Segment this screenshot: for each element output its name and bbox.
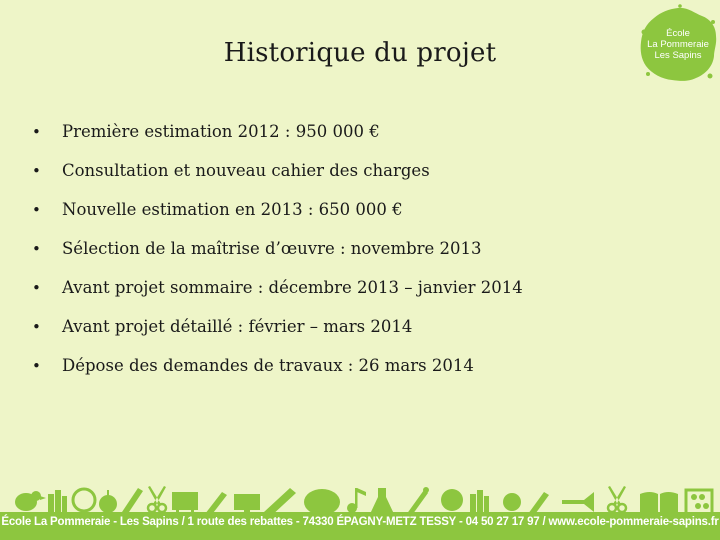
flask-icon	[370, 488, 394, 514]
list-item	[32, 317, 632, 356]
ball-icon	[503, 493, 521, 511]
globe-icon	[73, 489, 95, 515]
trumpet-icon	[562, 492, 594, 512]
list-item	[32, 278, 632, 317]
list-item-text: Avant projet sommaire : décembre 2013 – janvier 2014	[62, 278, 523, 297]
computer-icon	[234, 494, 260, 515]
bird-icon	[15, 491, 46, 511]
list-item	[32, 161, 632, 200]
book-icon	[640, 492, 678, 514]
slide-title: Historique du projet	[223, 38, 497, 68]
books-icon	[470, 490, 489, 514]
list-item-text: Avant projet détaillé : février – mars 2014	[62, 317, 413, 336]
list-item	[32, 239, 632, 278]
scissors-icon	[148, 486, 166, 512]
footer-address: École La Pommeraie - Les Sapins / 1 route des rebattes - 74330 ÉPAGNY-METZ TESSY - 04 50 27 17 97 / www.ecole-pommeraie-sapins.fr	[1, 516, 719, 528]
palette-icon	[304, 489, 340, 515]
list-item	[32, 122, 632, 161]
logo-line-3: Les Sapins	[654, 49, 702, 61]
bullet-icon: •	[32, 201, 41, 219]
music-note-icon	[347, 488, 366, 513]
list-item	[32, 200, 632, 239]
apple-icon	[99, 490, 117, 513]
bullet-icon: •	[32, 279, 41, 297]
logo-line-1: École	[666, 27, 690, 39]
ball-icon	[441, 489, 463, 511]
list-item-text: Consultation et nouveau cahier des charges	[62, 161, 430, 180]
chalkboard-icon	[172, 492, 198, 515]
scissors-icon	[608, 486, 626, 512]
list-item-text: Dépose des demandes de travaux : 26 mars 2014	[62, 356, 474, 375]
list-item	[32, 356, 632, 395]
abacus-icon	[686, 490, 712, 514]
list-item-text: Sélection de la maîtrise d’œuvre : novembre 2013	[62, 239, 482, 258]
pencil-icon	[122, 488, 143, 515]
bullet-icon: •	[32, 357, 41, 375]
bullet-icon: •	[32, 240, 41, 258]
list-item-text: Première estimation 2012 : 950 000 €	[62, 122, 380, 141]
logo-line-2: La Pommeraie	[647, 38, 709, 50]
books-icon	[48, 490, 67, 514]
footer-band	[0, 482, 720, 540]
bullet-icon: •	[32, 162, 41, 180]
list-item-text: Nouvelle estimation en 2013 : 650 000 €	[62, 200, 403, 219]
bullet-icon: •	[32, 123, 41, 141]
bullet-list	[32, 122, 632, 395]
bullet-icon: •	[32, 318, 41, 336]
